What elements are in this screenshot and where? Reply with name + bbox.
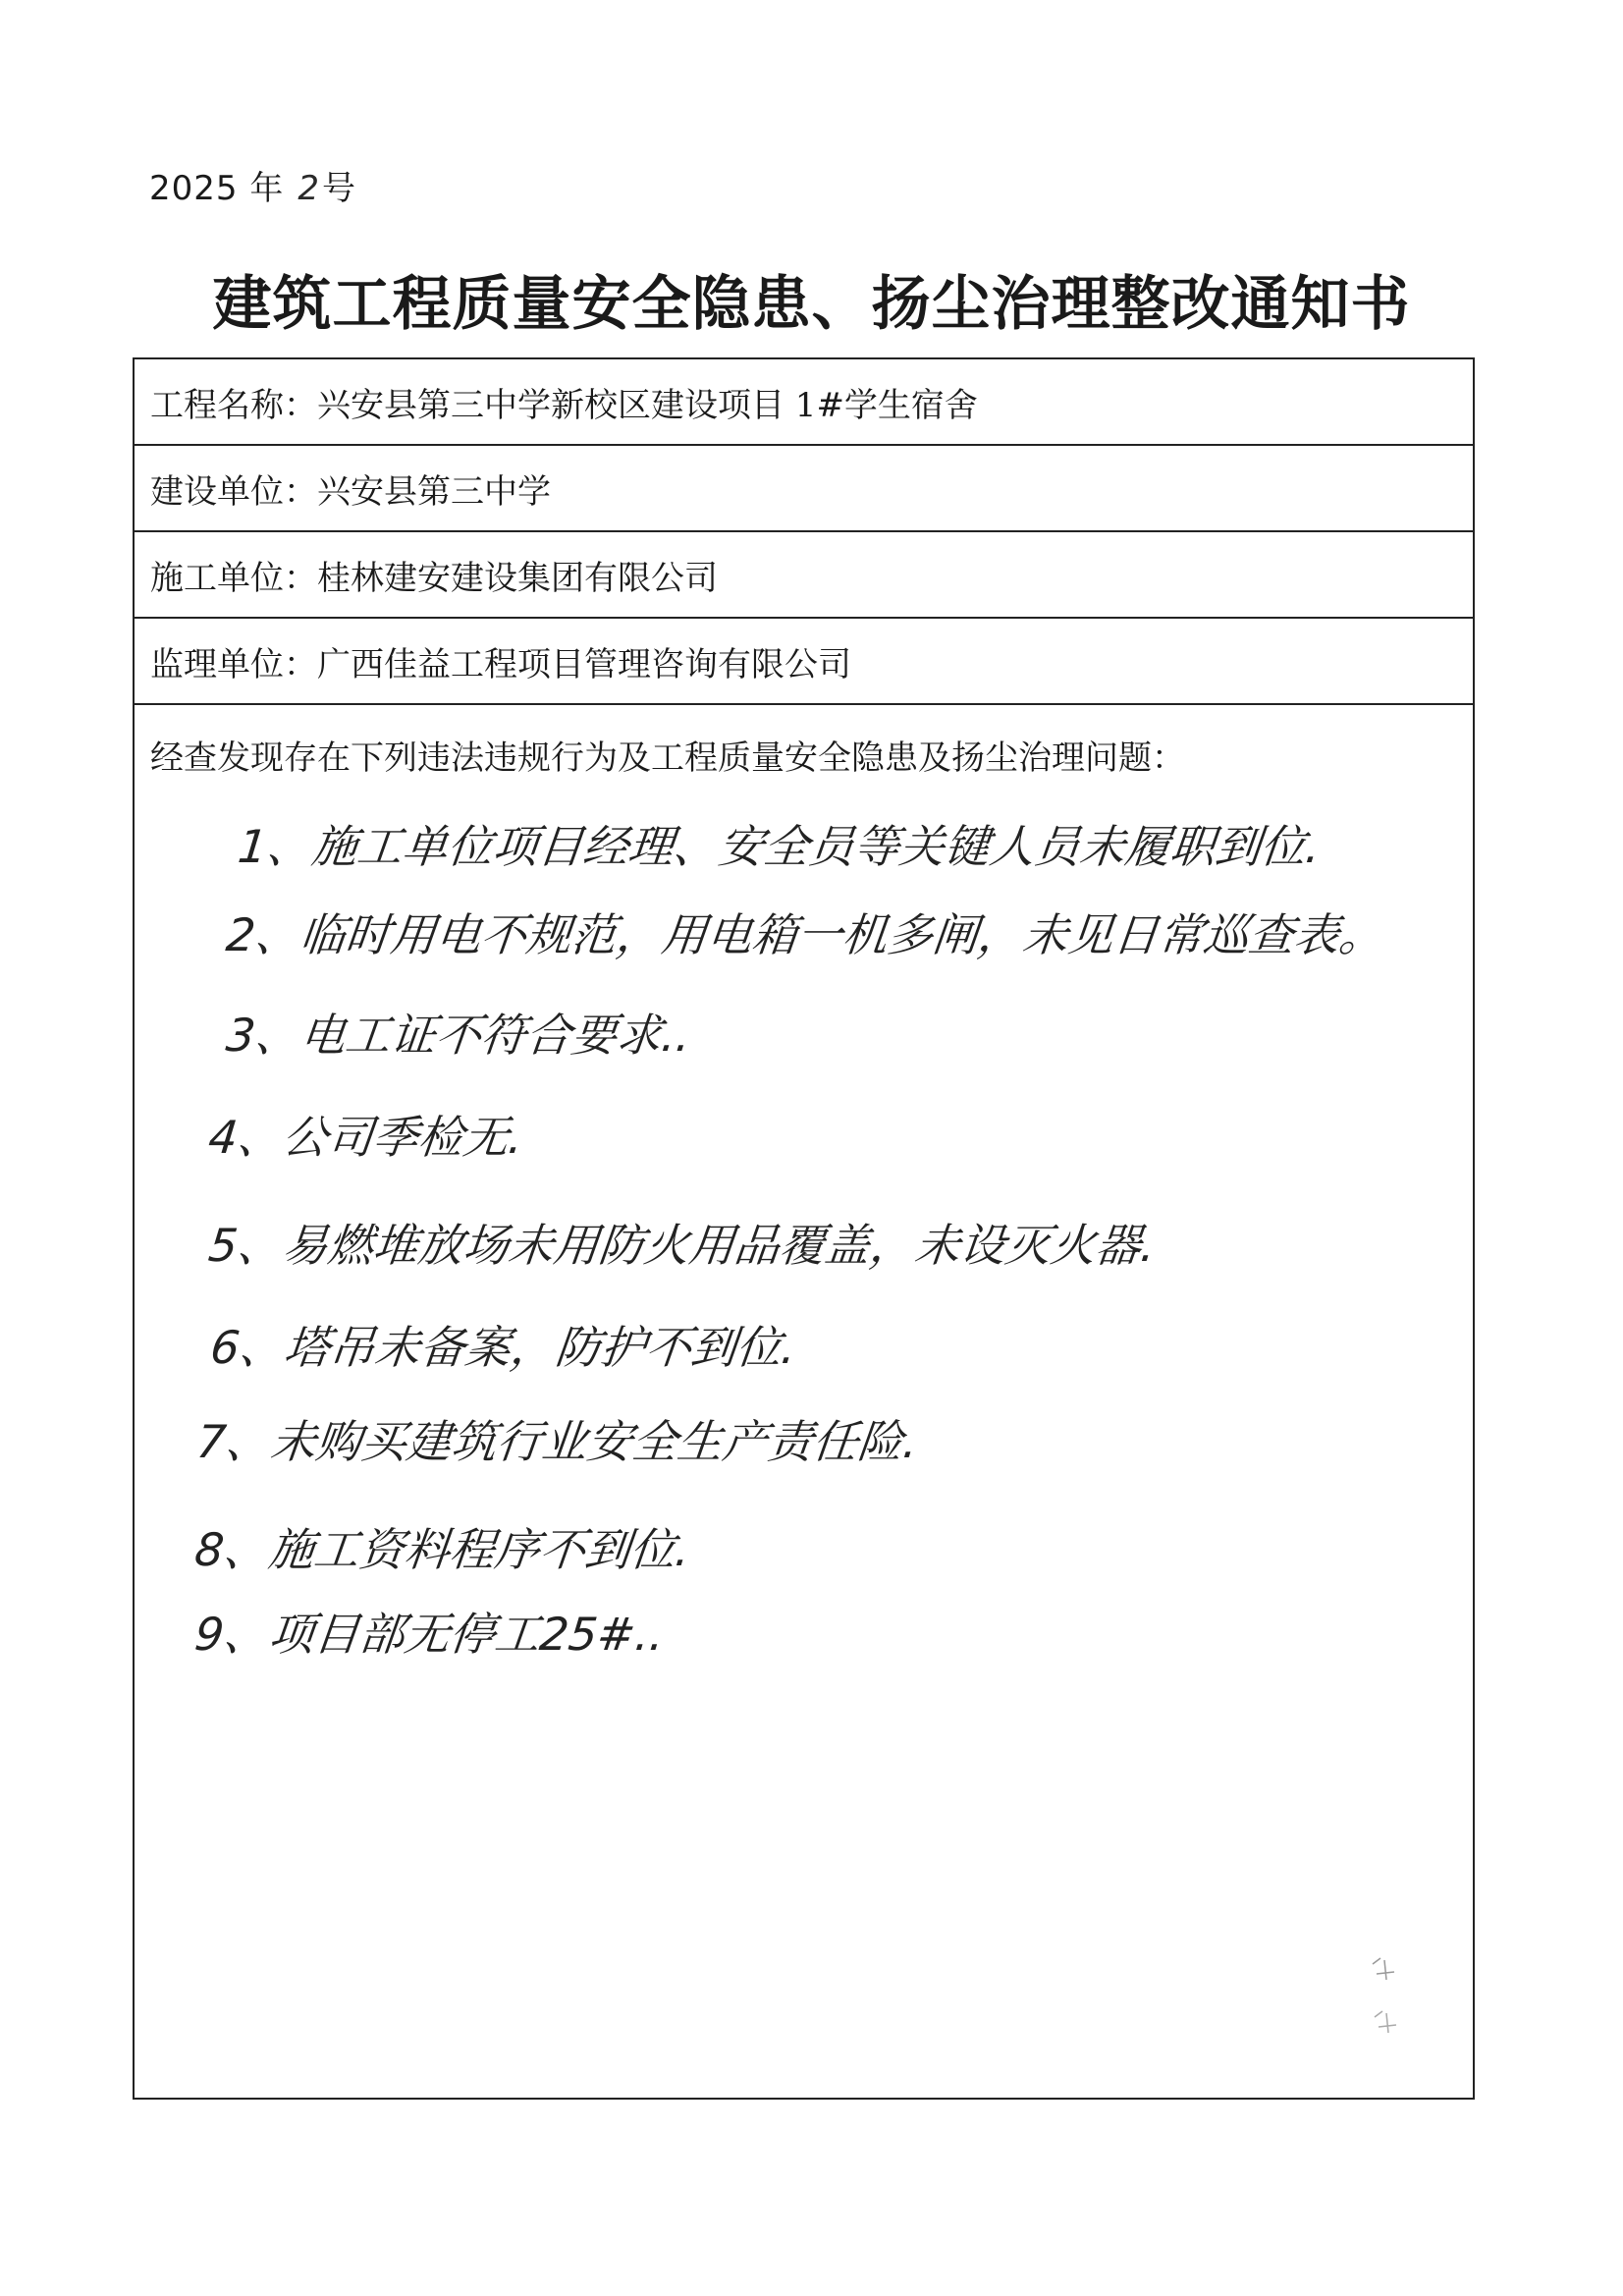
finding-item: 2、临时用电不规范，用电箱一机多闸，未见日常巡查表。	[223, 908, 1387, 961]
finding-item: 1、施工单位项目经理、安全员等关键人员未履职到位.	[235, 820, 1324, 873]
project-name-value: 兴安县第三中学新校区建设项目 1#学生宿舍	[317, 385, 978, 425]
number-suffix: 号	[321, 169, 356, 208]
year-label: 2025 年	[149, 169, 285, 208]
contractor-row	[135, 532, 1473, 619]
owner-row	[135, 446, 1473, 532]
project-name-row	[135, 359, 1473, 446]
owner-value: 兴安县第三中学	[317, 471, 551, 512]
finding-item: 8、施工资料程序不到位.	[191, 1523, 693, 1576]
stray-pencil-marks	[1367, 1954, 1406, 2043]
finding-item: 5、易燃堆放场未用防火用品覆盖，未设灭火器.	[205, 1219, 1159, 1272]
owner-label: 建设单位：	[150, 471, 317, 512]
supervisor-value: 广西佳益工程项目管理咨询有限公司	[317, 644, 851, 684]
finding-item: 7、未购买建筑行业安全生产责任险.	[193, 1415, 921, 1468]
notice-form	[133, 357, 1475, 2100]
supervisor-row	[135, 619, 1473, 705]
findings-intro: 经查发现存在下列违法违规行为及工程质量安全隐患及扬尘治理问题：	[150, 738, 1185, 778]
contractor-value: 桂林建安建设集团有限公司	[317, 558, 718, 598]
document-title: 建筑工程质量安全隐患、扬尘治理整改通知书	[212, 270, 1411, 339]
finding-item: 3、电工证不符合要求..	[223, 1009, 694, 1062]
supervisor-label: 监理单位：	[150, 644, 317, 684]
finding-item: 9、项目部无停工25#..	[191, 1608, 668, 1661]
finding-item: 6、塔吊未备案，防护不到位.	[207, 1321, 799, 1374]
findings-section	[135, 713, 1473, 2098]
contractor-label: 施工单位：	[150, 558, 317, 598]
handwritten-number: 2	[298, 169, 320, 208]
document-number	[149, 161, 356, 209]
project-name-label: 工程名称：	[150, 385, 317, 425]
finding-item: 4、公司季检无.	[205, 1111, 526, 1164]
